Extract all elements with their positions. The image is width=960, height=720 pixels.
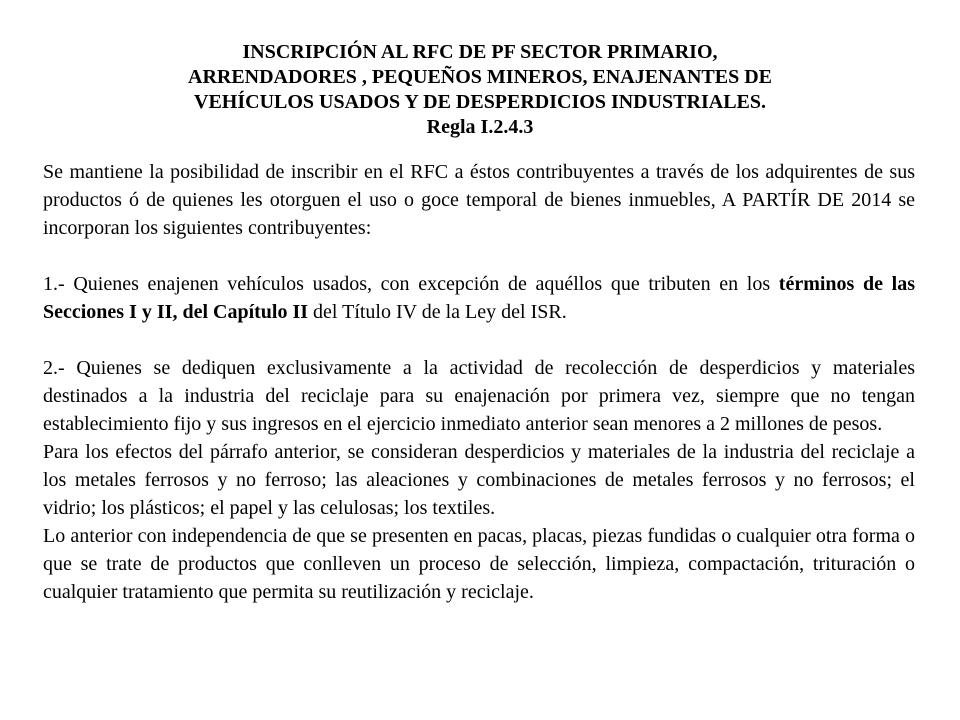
title-line-2: ARRENDADORES , PEQUEÑOS MINEROS, ENAJENANTES DE	[188, 66, 772, 88]
intro-paragraph: Se mantiene la posibilidad de inscribir en el RFC a éstos contribuyentes a través de los adquirentes de sus productos ó de quienes les otorguen el uso o goce temporal de bienes inmuebles, A PARTÍR DE 2014 se incorporan los siguientes contribuyentes:	[43, 161, 915, 239]
item-1-paragraph	[43, 270, 915, 326]
title-line-3: VEHÍCULOS USADOS Y DE DESPERDICIOS INDUSTRIALES.	[194, 91, 766, 113]
slide-body	[43, 158, 915, 606]
paragraph-spacer	[43, 242, 915, 270]
item-1-text-start: 1.- Quienes enajenen vehículos usados, con excepción de aquéllos que tributen en los	[43, 273, 779, 295]
independence-paragraph: Lo anterior con independencia de que se presenten en pacas, placas, piezas fundidas o cualquier otra forma o que se trate de productos que conlleven un proceso de selección, limpieza, compactación, trituración o cualquier tratamiento que permita su reutilización y reciclaje.	[43, 525, 915, 603]
title-rule-reference: Regla I.2.4.3	[426, 116, 534, 138]
title-line-1: INSCRIPCIÓN AL RFC DE PF SECTOR PRIMARIO,	[242, 41, 718, 63]
item-1-text-end: del Título IV de la Ley del ISR.	[308, 301, 567, 323]
paragraph-spacer	[43, 326, 915, 354]
item-1-bold-reference: términos de las Secciones I y II, del Capítulo II	[43, 273, 915, 323]
effects-paragraph: Para los efectos del párrafo anterior, se consideran desperdicios y materiales de la industria del reciclaje a los metales ferrosos y no ferroso; las aleaciones y combinaciones de metales ferrosos y no ferrosos; el vidrio; los plásticos; el papel y las celulosas; los textiles.	[43, 441, 915, 519]
slide-title	[80, 40, 880, 140]
item-2-paragraph: 2.- Quienes se dediquen exclusivamente a la actividad de recolección de desperdicios y materiales destinados a la industria del reciclaje para su enajenación por primera vez, siempre que no tengan establecimiento fijo y sus ingresos en el ejercicio inmediato anterior sean menores a 2 millones de pesos.	[43, 357, 915, 435]
